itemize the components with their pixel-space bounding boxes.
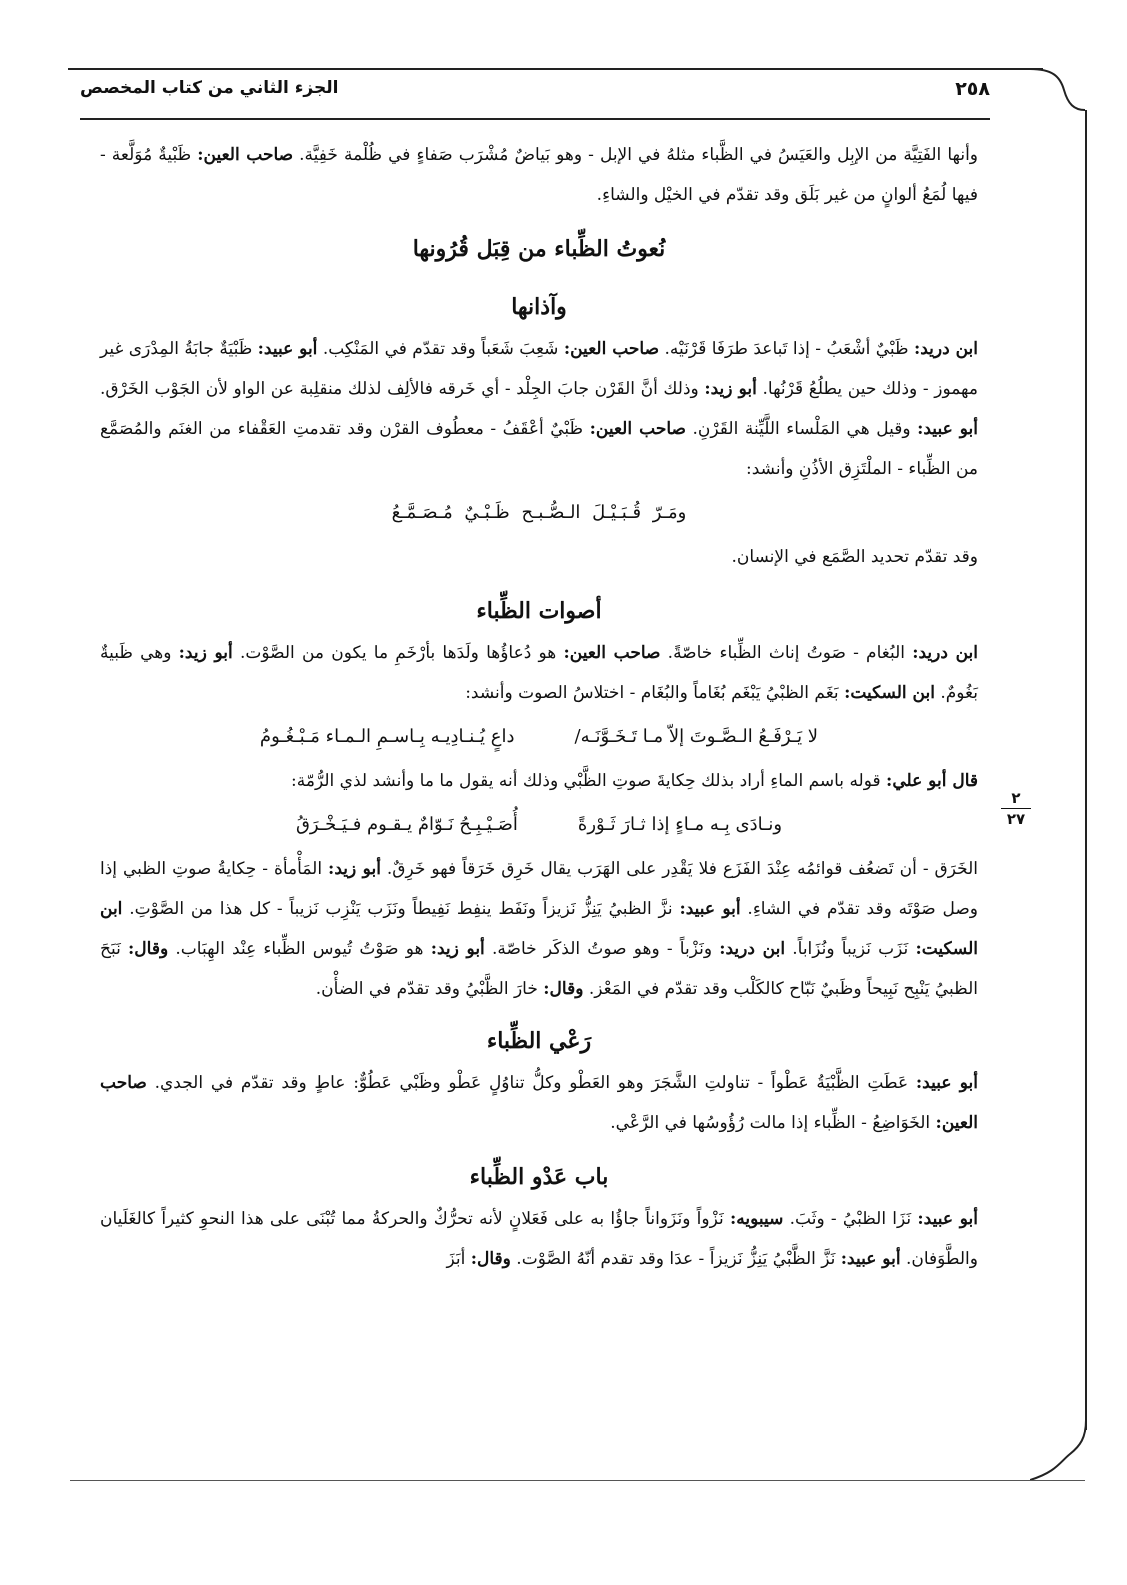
verse-3 bbox=[100, 801, 978, 849]
page-border-top bbox=[68, 68, 1043, 70]
page-border-bottom bbox=[70, 1480, 1085, 1481]
speaker-label: أبو زيد: bbox=[178, 643, 233, 663]
verse-1: ومَـرّ قُـبَـيْـلَ الـصُّـبـح ظَـبْـيٌ مُـصَـمَّـعُ bbox=[391, 502, 687, 523]
verse-2-second-hemistich: داعٍ يُـنـادِيـه بِـاسـمِ الـمـاء مَـبْـغُـومُ bbox=[259, 726, 515, 747]
text-run: نَزَا الظبْيُ - وثَبَ. bbox=[783, 1209, 918, 1229]
text-run: ونَزْباً - وهو صوتُ الذكَر خاصّة. bbox=[484, 939, 720, 959]
speaker-label: ابن دريد: bbox=[912, 643, 979, 663]
text-run: خارَ الظَّبْيُ وقد تقدّم في الضأْن. bbox=[315, 979, 544, 999]
text-run: الخَوَاضِعُ - الظِّباء إذا مالت رُؤُوسُها في الرَّعْي. bbox=[610, 1113, 936, 1133]
margin-note-top: ٢ bbox=[1011, 789, 1021, 807]
text-run: نَزَّ الظَّبْيُ يَنِزُّ نَزيزاً - عدَا وقد تقدم أنّهُ الصَّوْت. bbox=[510, 1249, 841, 1269]
verse-2-first-hemistich: لا يَـرْفَـعُ الـصَّـوتَ إلاّ مـا تَـخَـوَّنَـه/ bbox=[574, 726, 819, 747]
speaker-label: صاحب العين: bbox=[100, 1073, 978, 1133]
text-run: هو دُعاؤُها ولَدَها بأرْخَمِ ما يكون من الصَّوْت. bbox=[232, 643, 564, 663]
text-run: بَغَم الظبْيُ يَبْغَم بُغَاماً والبُغَام - اختلاسُ الصوت وأنشد: bbox=[465, 683, 845, 703]
text-run: الخَرَق - أن تَضعُف قوائمُه عِنْدَ الفَزَع فلا يَقْدِر على الهَرَب يقال خَرِق خَرَقاً فهو خَرِقٌ. bbox=[380, 859, 978, 879]
speaker-label: ابن دريد: bbox=[719, 939, 786, 959]
speaker-label: أبو زيد: bbox=[328, 859, 381, 879]
paragraph-7 bbox=[100, 1063, 978, 1143]
text-run: نَبَحَ الظبيُ يَنْبِح نَبِيحاً وظَبيٌ نَبّاح كالكَلْب وقد تقدّم في المَعْز. bbox=[100, 939, 978, 999]
text-run: أبَزَ bbox=[446, 1249, 471, 1269]
speaker-label: صاحب العين: bbox=[563, 339, 660, 359]
verse-3-first-hemistich: ونـادَى بِـه مـاءٍ إذا ثـارَ ثَـوْرةً bbox=[577, 814, 783, 835]
body-text bbox=[100, 135, 978, 1279]
speaker-label: قال أبو علي: bbox=[886, 771, 978, 791]
verse-2 bbox=[100, 713, 978, 761]
speaker-label: أبو زيد: bbox=[430, 939, 485, 959]
speaker-label: صاحب العين: bbox=[197, 145, 294, 165]
speaker-label: صاحب العين: bbox=[563, 643, 661, 663]
speaker-label: أبو عبيد: bbox=[917, 1209, 978, 1229]
speaker-label: أبو عبيد: bbox=[840, 1249, 901, 1269]
speaker-label: ابن السكيت: bbox=[100, 899, 978, 959]
page-border-right bbox=[1085, 110, 1087, 1430]
paragraph-8 bbox=[100, 1199, 978, 1279]
speaker-label: وقال: bbox=[128, 939, 169, 959]
section-heading-2: أصوات الظِّباء bbox=[476, 598, 602, 624]
paragraph-4 bbox=[100, 633, 978, 713]
section-heading-3: رَعْي الظِّباء bbox=[486, 1028, 592, 1054]
paragraph-1-text-a: وأنها الفَتِيَّة من الإبِل والعَيَسُ في الظَّباء مثلهُ في الإبل - وهو بَياضٌ مُشْرَب صَفاءٍ في ظُلْمة خَفِيَّة. bbox=[299, 145, 978, 165]
text-run: شَعِبَ شَعَباً وقد تقدّم في المَنْكِب. bbox=[317, 339, 564, 359]
paragraph-1 bbox=[100, 135, 978, 215]
speaker-label: صاحب العين: bbox=[589, 419, 686, 439]
speaker-label: أبو عبيد: bbox=[915, 1073, 978, 1093]
text-run: ظَبْيٌ أشْعَبُ - إذا تَباعدَ طرَفَا قَرْنَيْه. bbox=[659, 339, 914, 359]
text-run: نَزَب نَزيباً ونُزَاباً. bbox=[785, 939, 916, 959]
margin-note-divider bbox=[1001, 808, 1031, 809]
margin-note-bottom: ٢٧ bbox=[1006, 810, 1026, 828]
speaker-label: أبو عبيد: bbox=[257, 339, 318, 359]
speaker-label: وقال: bbox=[543, 979, 584, 999]
section-heading-1-continued: وآذانها bbox=[511, 294, 567, 320]
page-border-corner-bottom bbox=[1030, 1420, 1087, 1482]
text-run: وهي ظَبيةٌ بَغُومٌ. bbox=[100, 643, 978, 703]
speaker-label: ابن دريد: bbox=[913, 339, 978, 359]
section-heading-1: نُعوتُ الظِّباء من قِبَل قُرُونها bbox=[412, 236, 666, 262]
header-rule bbox=[80, 118, 990, 120]
running-header bbox=[80, 72, 990, 112]
text-run: البُغام - صَوتُ إناث الظِّباء خاصّةً. bbox=[660, 643, 913, 663]
text-run: وقيل هي المَلْساء اللَّيِّنة القَرْنِ. bbox=[685, 419, 918, 439]
text-run: نزَّ الظبيُ يَنِزُّ نَزيزاً ونَفَط ينفِط نَفِيطاً ونَزَب يَنْزِب نَزيباً - كل هذا من الصَّوْتِ. bbox=[122, 899, 680, 919]
page-border-corner-top bbox=[1030, 68, 1085, 128]
text-run: قوله باسم الماءِ أراد بذلك حِكايةَ صوتِ الظَّبْي وذلك أنه يقول ما ما وأنشد لذي الرُّمّة: bbox=[291, 771, 887, 791]
paragraph-6 bbox=[100, 849, 978, 1009]
text-run: عَطَتِ الظَّبْيَةُ عَطْواً - تناولتِ الشَّجَرَ وهو العَطْو وكلُّ تناوُلٍ عَطْو وظَبْي عَطُوٌّ: عاطٍ وقد تقدّم في الجدي. bbox=[146, 1073, 916, 1093]
section-heading-4: باب عَدْو الظِّباء bbox=[469, 1164, 609, 1190]
text-run: المَأْمأة - حِكايةُ صوتِ الظبي إذا وصل صَوْتَه وقد تقدّم في الشاءِ. bbox=[100, 859, 978, 919]
speaker-label: أبو عبيد: bbox=[679, 899, 741, 919]
verse-3-second-hemistich: أُصَـيْـبِـحُ نَـوّامٌ يـقـوم فـيَـخْـرَقُ bbox=[295, 814, 518, 835]
speaker-label: سيبويه: bbox=[729, 1209, 784, 1229]
text-run: نَزْواً ونَزَواناً جاؤُا به على فَعَلانٍ لأنه تحرُّكٌ والحركةُ مما تُبْنَى على هذا النحوِ كثيراً كالغَلَيان والطَّوَفان. bbox=[100, 1209, 978, 1269]
header-title: الجزء الثاني من كتاب المخصص bbox=[80, 78, 339, 98]
text-run: ظَبْيَةٌ جابَةُ المِدْرَى غير مهموز - وذلك حين يطلُعُ قَرْنُها. bbox=[100, 339, 978, 399]
text-run: ظَبْيٌ أعْقَفُ - معطُوف القرْن وقد تقدمتِ العَقْفاء من الغنَم والمُصَمَّع من الظِّباء - الملْتَزِق الأذُنِ وأنشد: bbox=[100, 419, 978, 479]
margin-folio-note bbox=[998, 790, 1034, 827]
paragraph-1-text-b: ظَبْيةٌ مُوَلَّعة - فيها لُمَعُ ألوانٍ من غير بَلَق وقد تقدّم في الخيْل والشاءِ. bbox=[100, 145, 978, 205]
speaker-label: ابن السكيت: bbox=[844, 683, 935, 703]
page-number: ٢٥٨ bbox=[955, 78, 990, 100]
speaker-label: أبو زيد: bbox=[704, 379, 757, 399]
text-run: وذلك أنَّ القَرْن جابَ الجِلْد - أي خَرقه فالألِف لذلك منقلِبة عن الواو لأن الجَوْب الخَرْق. bbox=[100, 379, 705, 399]
paragraph-2 bbox=[100, 329, 978, 489]
text-run: هو صَوْتُ تُيوس الظِّباء عِنْد الهِبَاب. bbox=[168, 939, 431, 959]
speaker-label: أبو عبيد: bbox=[917, 419, 979, 439]
paragraph-3: وقد تقدّم تحديد الصَّمَع في الإنسان. bbox=[731, 547, 978, 567]
paragraph-5 bbox=[100, 761, 978, 801]
speaker-label: وقال: bbox=[470, 1249, 511, 1269]
